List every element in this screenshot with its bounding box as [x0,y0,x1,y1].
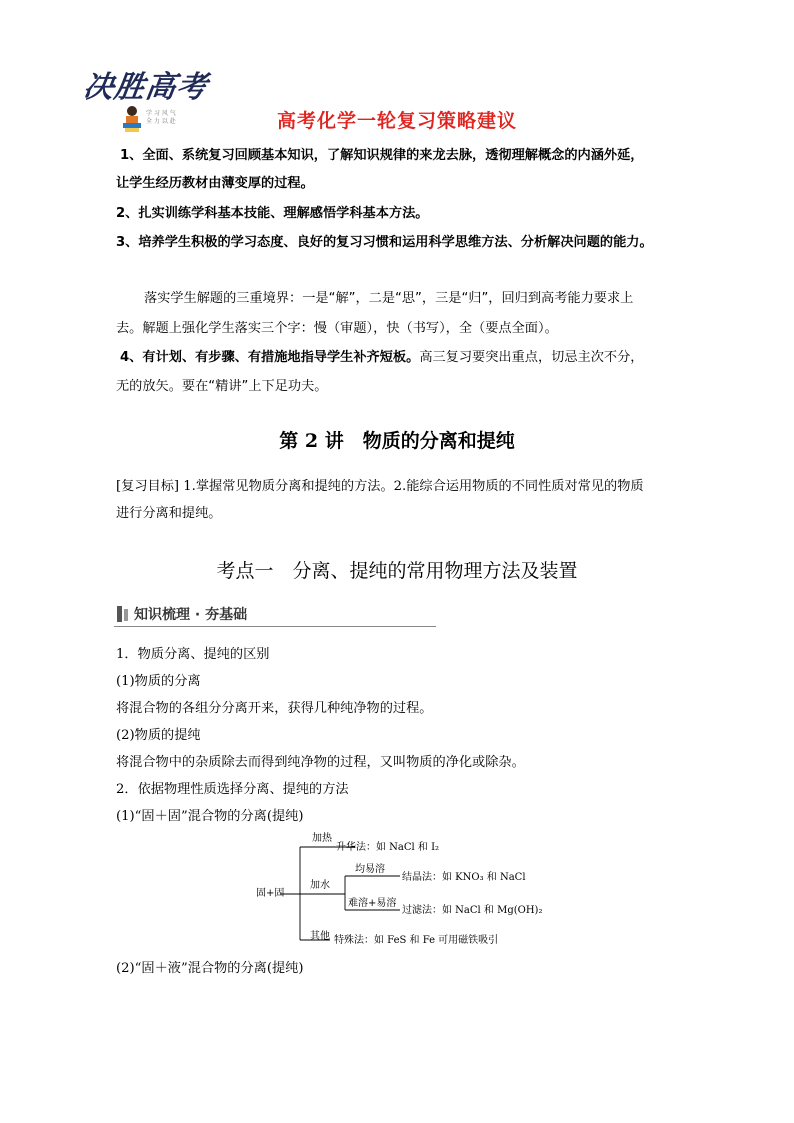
advice-3: 3、培养学生积极的学习态度、良好的复习习惯和运用科学思维方法、分析解决问题的能力。 [116,235,653,250]
content-line-6: 2．依据物理性质选择分离、提纯的方法 [116,782,349,797]
content-line-8: (2)“固＋液”混合物的分离(提纯) [116,961,304,976]
diagram-result-soluble: 结晶法：如 KNO₃ 和 NaCl [402,872,526,883]
review-goals-text: 1.掌握常见物质分离和提纯的方法。2.能综合运用物质的不同性质对常见的物质 [183,479,644,494]
review-goals-line-2: 进行分离和提纯。 [116,506,222,521]
realm-line-2: 去。解题上强化学生落实三个字：慢（审题），快（书写），全（要点全面）。 [116,321,558,336]
content-line-5: 将混合物中的杂质除去而得到纯净物的过程，又叫物质的净化或除杂。 [116,755,525,770]
exam-point-title: 考点一 分离、提纯的常用物理方法及装置 [216,560,578,582]
diagram-result-heat: 升华法：如 NaCl 和 I₂ [336,842,440,853]
content-line-1: 1．物质分离、提纯的区别 [116,647,270,662]
diagram-result-mixed: 过滤法：如 NaCl 和 Mg(OH)₂ [402,905,543,916]
section-accent-icon [124,609,128,621]
content-line-2: (1)物质的分离 [116,674,201,689]
diagram-sub-soluble: 均易溶 [355,864,385,875]
diagram-branch-water: 加水 [310,880,330,891]
advice-4-rest: 高三复习要突出重点，切忌主次不分， [419,350,644,365]
content-line-4: (2)物质的提纯 [116,728,201,743]
diagram-sub-mixed: 难溶+易溶 [348,898,397,909]
diagram-branch-heat: 加热 [312,833,332,844]
diagram-result-other: 特殊法：如 FeS 和 Fe 可用磁铁吸引 [334,935,499,946]
content-line-7: (1)“固＋固”混合物的分离(提纯) [116,809,304,824]
logo-subtitle: 学 习 风 气 全 力 以 赴 [146,110,176,125]
separation-method-diagram [250,830,550,955]
section-header [114,604,436,627]
diagram-root: 固+固 [256,888,285,899]
advice-2: 2、扎实训练学科基本技能、理解感悟学科基本方法。 [116,206,429,221]
lecture-title: 第 2 讲 物质的分离和提纯 [279,430,515,452]
section-bar-icon [117,606,122,622]
page-title: 高考化学一轮复习策略建议 [276,110,517,132]
advice-1-line-2: 让学生经历教材由薄变厚的过程。 [116,176,314,191]
advice-4-line-1 [120,343,644,372]
advice-4-line-2: 无的放矢。要在“精讲”上下足功夫。 [116,379,328,394]
advice-4-bold: 4、有计划、有步骤、有措施地指导学生补齐短板。 [120,350,420,365]
advice-1-line-1: 1、全面、系统复习回顾基本知识，了解知识规律的来龙去脉，透彻理解概念的内涵外延， [120,148,644,163]
realm-line-1: 落实学生解题的三重境界：一是“解”，二是“思”，三是“归”，回归到高考能力要求上 [144,291,634,306]
review-goals-line-1 [116,472,644,501]
diagram-branch-other: 其他 [310,931,330,942]
logo-text: 决胜高考 [81,70,210,105]
section-header-text: 知识梳理 · 夯基础 [134,607,248,623]
content-line-3: 将混合物的各组分分离开来，获得几种纯净物的过程。 [116,701,433,716]
review-goals-label: [复习目标] [116,479,180,494]
